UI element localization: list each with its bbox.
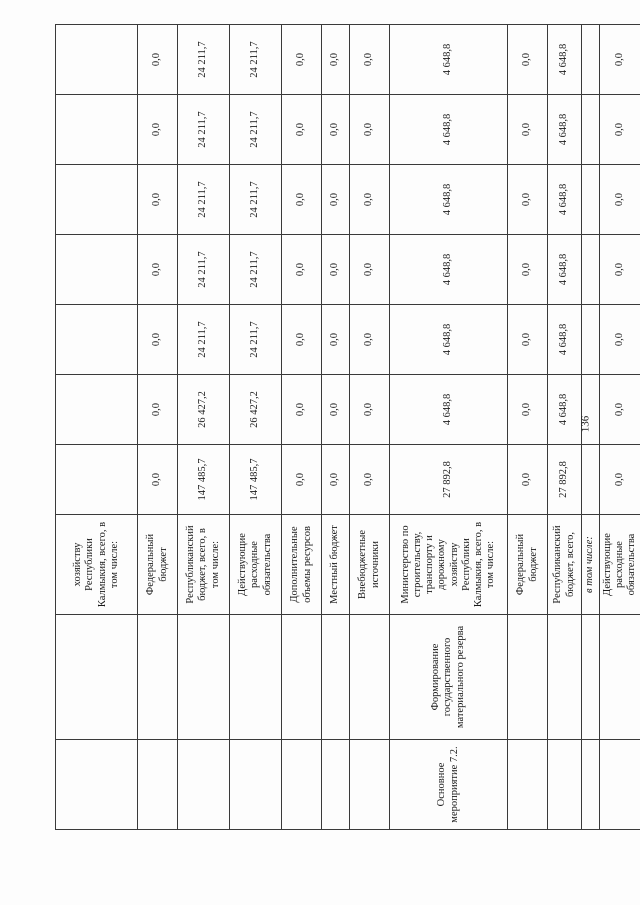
- amount-cell: 26 427,2: [230, 375, 282, 445]
- funding-source-cell: Республиканский бюджет, всего,: [548, 515, 582, 615]
- amount-cell: 0,0: [138, 235, 178, 305]
- amount-cell: 0,0: [508, 235, 548, 305]
- amount-cell: 24 211,7: [230, 95, 282, 165]
- amount-cell: 0,0: [322, 165, 350, 235]
- table-row: [178, 25, 230, 830]
- amount-cell: 24 211,7: [230, 305, 282, 375]
- table-row: [350, 25, 390, 830]
- table-row: [508, 25, 548, 830]
- amount-cell: [582, 165, 600, 235]
- table-row: [138, 25, 178, 830]
- funding-source-cell: Дополнительные объемы ресурсов: [282, 515, 322, 615]
- amount-cell: 24 211,7: [178, 95, 230, 165]
- amount-cell: 24 211,7: [178, 25, 230, 95]
- amount-cell: 4 648,8: [390, 95, 508, 165]
- amount-cell: [56, 375, 138, 445]
- budget-table: [55, 24, 640, 830]
- amount-cell: 0,0: [508, 165, 548, 235]
- amount-cell: 0,0: [350, 235, 390, 305]
- amount-cell: 0,0: [138, 95, 178, 165]
- amount-cell: 0,0: [508, 305, 548, 375]
- event-name-cell: [230, 615, 282, 740]
- amount-cell: 0,0: [600, 165, 640, 235]
- table-row: [282, 25, 322, 830]
- amount-cell: 0,0: [600, 445, 640, 515]
- amount-cell: 0,0: [508, 95, 548, 165]
- amount-cell: 0,0: [600, 305, 640, 375]
- table-row: [390, 25, 508, 830]
- amount-cell: [582, 235, 600, 305]
- table-row: [600, 25, 640, 830]
- amount-cell: 147 485,7: [178, 445, 230, 515]
- amount-cell: 0,0: [322, 235, 350, 305]
- amount-cell: 0,0: [350, 445, 390, 515]
- amount-cell: 24 211,7: [230, 235, 282, 305]
- funding-source-cell: Внебюджетные источники: [350, 515, 390, 615]
- amount-cell: 0,0: [138, 445, 178, 515]
- amount-cell: [56, 445, 138, 515]
- amount-cell: 4 648,8: [548, 25, 582, 95]
- funding-source-cell: хозяйству Республики Калмыкия, всего, в том числе:: [56, 515, 138, 615]
- amount-cell: 27 892,8: [390, 445, 508, 515]
- amount-cell: 4 648,8: [390, 375, 508, 445]
- event-number-cell: [178, 740, 230, 830]
- amount-cell: 0,0: [508, 25, 548, 95]
- event-number-cell: [138, 740, 178, 830]
- amount-cell: 24 211,7: [178, 165, 230, 235]
- event-number-cell: [322, 740, 350, 830]
- table-row: [548, 25, 582, 830]
- amount-cell: 4 648,8: [390, 165, 508, 235]
- amount-cell: [582, 25, 600, 95]
- table-row: [56, 25, 138, 830]
- amount-cell: 0,0: [322, 25, 350, 95]
- amount-cell: 0,0: [600, 95, 640, 165]
- amount-cell: 0,0: [282, 95, 322, 165]
- amount-cell: [56, 25, 138, 95]
- funding-source-cell: Федеральный бюджет: [138, 515, 178, 615]
- funding-source-cell: Федеральный бюджет: [508, 515, 548, 615]
- amount-cell: 0,0: [508, 375, 548, 445]
- amount-cell: 0,0: [282, 235, 322, 305]
- funding-source-cell: Действующие расходные обязательства: [600, 515, 640, 615]
- amount-cell: 0,0: [350, 305, 390, 375]
- funding-source-cell: Министерство по строительству, транспорту и дорожному хозяйству Республики Калмыкия, всего, в том числе:: [390, 515, 508, 615]
- amount-cell: 147 485,7: [230, 445, 282, 515]
- amount-cell: 0,0: [282, 305, 322, 375]
- amount-cell: [56, 95, 138, 165]
- event-name-cell: [322, 615, 350, 740]
- amount-cell: 24 211,7: [230, 165, 282, 235]
- amount-cell: 0,0: [282, 165, 322, 235]
- amount-cell: 4 648,8: [548, 375, 582, 445]
- page-number: 136: [579, 415, 592, 433]
- amount-cell: 4 648,8: [548, 165, 582, 235]
- amount-cell: 0,0: [282, 375, 322, 445]
- event-name-cell: [548, 615, 582, 740]
- amount-cell: 24 211,7: [230, 25, 282, 95]
- amount-cell: 4 648,8: [390, 235, 508, 305]
- event-number-cell: [350, 740, 390, 830]
- amount-cell: [56, 305, 138, 375]
- amount-cell: 0,0: [282, 445, 322, 515]
- amount-cell: 0,0: [138, 305, 178, 375]
- amount-cell: 24 211,7: [178, 305, 230, 375]
- amount-cell: 0,0: [322, 375, 350, 445]
- event-number-cell: Основное мероприятие 7.2.: [390, 740, 508, 830]
- amount-cell: 0,0: [138, 165, 178, 235]
- table-row: [322, 25, 350, 830]
- amount-cell: 4 648,8: [390, 305, 508, 375]
- amount-cell: [582, 305, 600, 375]
- amount-cell: [56, 165, 138, 235]
- amount-cell: 26 427,2: [178, 375, 230, 445]
- funding-source-cell: Республиканский бюджет, всего, в том числе:: [178, 515, 230, 615]
- funding-source-cell: Местный бюджет: [322, 515, 350, 615]
- event-name-cell: [350, 615, 390, 740]
- amount-cell: 0,0: [138, 375, 178, 445]
- amount-cell: 27 892,8: [548, 445, 582, 515]
- amount-cell: 24 211,7: [178, 235, 230, 305]
- amount-cell: 4 648,8: [548, 95, 582, 165]
- event-name-cell: [138, 615, 178, 740]
- event-name-cell: [600, 615, 640, 740]
- funding-source-cell: Действующие расходные обязательства: [230, 515, 282, 615]
- event-name-cell: [282, 615, 322, 740]
- amount-cell: 0,0: [600, 375, 640, 445]
- amount-cell: 0,0: [600, 25, 640, 95]
- amount-cell: 0,0: [350, 95, 390, 165]
- amount-cell: 0,0: [508, 445, 548, 515]
- event-number-cell: [600, 740, 640, 830]
- amount-cell: 0,0: [138, 25, 178, 95]
- amount-cell: [582, 95, 600, 165]
- event-number-cell: [508, 740, 548, 830]
- event-name-cell: [508, 615, 548, 740]
- event-name-cell: [56, 615, 138, 740]
- amount-cell: 4 648,8: [548, 305, 582, 375]
- amount-cell: 0,0: [322, 445, 350, 515]
- event-name-cell: [582, 615, 600, 740]
- amount-cell: 0,0: [350, 375, 390, 445]
- funding-source-cell: в том числе:: [582, 515, 600, 615]
- amount-cell: 0,0: [322, 95, 350, 165]
- amount-cell: [582, 375, 600, 445]
- event-number-cell: [230, 740, 282, 830]
- amount-cell: [582, 445, 600, 515]
- event-name-cell: [178, 615, 230, 740]
- amount-cell: 0,0: [600, 235, 640, 305]
- event-number-cell: [56, 740, 138, 830]
- event-number-cell: [282, 740, 322, 830]
- amount-cell: 0,0: [282, 25, 322, 95]
- table-row: [230, 25, 282, 830]
- event-name-cell: Формирование государственного материального резерва: [390, 615, 508, 740]
- amount-cell: 0,0: [322, 305, 350, 375]
- amount-cell: 4 648,8: [390, 25, 508, 95]
- amount-cell: 0,0: [350, 165, 390, 235]
- amount-cell: [56, 235, 138, 305]
- amount-cell: 4 648,8: [548, 235, 582, 305]
- event-number-cell: [548, 740, 582, 830]
- event-number-cell: [582, 740, 600, 830]
- amount-cell: 0,0: [350, 25, 390, 95]
